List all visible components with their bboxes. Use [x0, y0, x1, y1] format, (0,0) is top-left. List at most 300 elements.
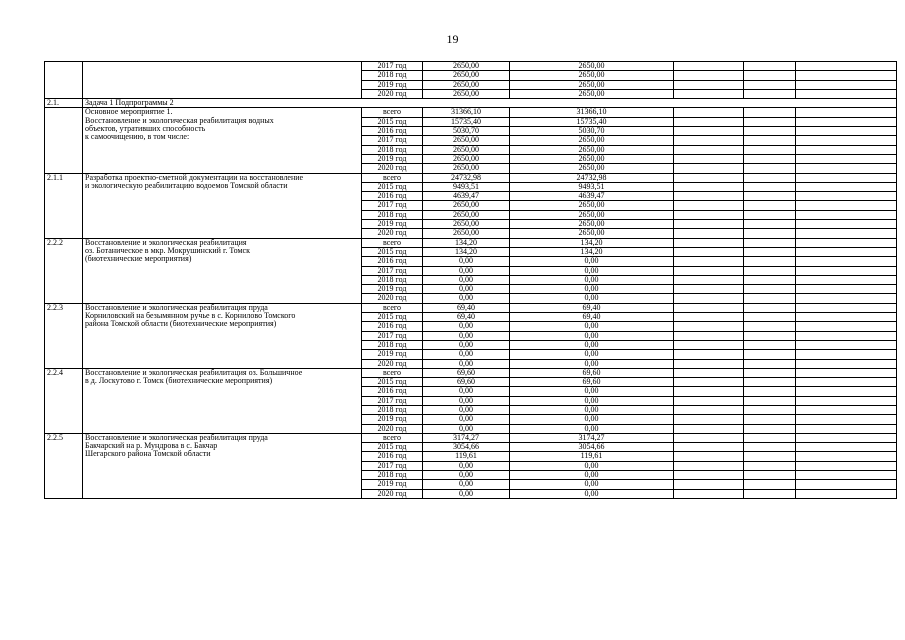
empty-cell: [674, 424, 744, 433]
total-cell: 134,20: [423, 247, 510, 256]
total-cell: 134,20: [423, 238, 510, 247]
empty-cell: [674, 471, 744, 480]
budget-cell: 2650,00: [510, 62, 674, 71]
year-cell: 2017 год: [362, 62, 423, 71]
total-cell: 0,00: [423, 396, 510, 405]
budget-cell: 0,00: [510, 359, 674, 368]
empty-cell: [674, 266, 744, 275]
empty-cell: [796, 201, 897, 210]
year-cell: всего: [362, 368, 423, 377]
total-cell: 0,00: [423, 489, 510, 498]
total-cell: 2650,00: [423, 145, 510, 154]
empty-cell: [674, 322, 744, 331]
budget-cell: 69,40: [510, 313, 674, 322]
total-cell: 69,60: [423, 378, 510, 387]
budget-cell: 0,00: [510, 415, 674, 424]
year-cell: 2018 год: [362, 340, 423, 349]
year-cell: 2016 год: [362, 127, 423, 136]
budget-cell: 4639,47: [510, 192, 674, 201]
empty-cell: [674, 489, 744, 498]
year-cell: 2017 год: [362, 266, 423, 275]
empty-cell: [796, 415, 897, 424]
total-cell: 0,00: [423, 387, 510, 396]
year-cell: 2018 год: [362, 71, 423, 80]
year-cell: 2018 год: [362, 471, 423, 480]
page-number: 19: [446, 32, 459, 46]
empty-cell: [674, 247, 744, 256]
empty-cell: [796, 62, 897, 71]
empty-cell: [674, 127, 744, 136]
year-cell: 2019 год: [362, 285, 423, 294]
empty-cell: [744, 80, 796, 89]
budget-cell: 0,00: [510, 489, 674, 498]
budget-cell: 119,61: [510, 452, 674, 461]
empty-cell: [674, 294, 744, 303]
empty-cell: [796, 210, 897, 219]
empty-cell: [744, 350, 796, 359]
empty-cell: [674, 154, 744, 163]
empty-cell: [674, 480, 744, 489]
empty-cell: [674, 443, 744, 452]
empty-cell: [674, 285, 744, 294]
item-number: 2.2.4: [45, 368, 83, 433]
budget-cell: 2650,00: [510, 154, 674, 163]
empty-cell: [674, 368, 744, 377]
year-cell: 2019 год: [362, 480, 423, 489]
total-cell: 0,00: [423, 350, 510, 359]
empty-cell: [796, 275, 897, 284]
empty-cell: [796, 80, 897, 89]
empty-cell: [674, 350, 744, 359]
empty-cell: [674, 201, 744, 210]
empty-cell: [744, 489, 796, 498]
empty-cell: [796, 322, 897, 331]
empty-cell: [744, 257, 796, 266]
total-cell: 0,00: [423, 405, 510, 414]
budget-cell: 0,00: [510, 461, 674, 470]
budget-cell: 0,00: [510, 396, 674, 405]
empty-cell: [674, 405, 744, 414]
total-cell: 119,61: [423, 452, 510, 461]
year-cell: 2017 год: [362, 331, 423, 340]
year-cell: 2020 год: [362, 294, 423, 303]
empty-cell: [744, 303, 796, 312]
total-cell: 69,40: [423, 313, 510, 322]
empty-cell: [796, 127, 897, 136]
year-cell: 2016 год: [362, 452, 423, 461]
empty-cell: [744, 322, 796, 331]
total-cell: 2650,00: [423, 62, 510, 71]
total-cell: 0,00: [423, 294, 510, 303]
empty-cell: [674, 303, 744, 312]
empty-cell: [796, 257, 897, 266]
empty-cell: [674, 89, 744, 98]
item-number: [45, 108, 83, 173]
total-cell: 24732,98: [423, 173, 510, 182]
empty-cell: [744, 368, 796, 377]
total-cell: 2650,00: [423, 154, 510, 163]
total-cell: 2650,00: [423, 210, 510, 219]
year-cell: 2020 год: [362, 424, 423, 433]
empty-cell: [796, 433, 897, 442]
empty-cell: [674, 275, 744, 284]
empty-cell: [744, 238, 796, 247]
empty-cell: [744, 192, 796, 201]
item-title: Восстановление и экологическая реабилитация пруда Корниловский на безымянном ручье в с. Корнилово Томского района Томской области (биотехнические мероприятия): [83, 303, 362, 368]
total-cell: 2650,00: [423, 201, 510, 210]
empty-cell: [796, 145, 897, 154]
empty-cell: [674, 173, 744, 182]
empty-cell: [744, 89, 796, 98]
empty-cell: [796, 164, 897, 173]
budget-cell: 0,00: [510, 294, 674, 303]
budget-cell: 31366,10: [510, 108, 674, 117]
item-number: 2.2.3: [45, 303, 83, 368]
total-cell: 3054,66: [423, 443, 510, 452]
budget-cell: 0,00: [510, 257, 674, 266]
empty-cell: [674, 210, 744, 219]
empty-cell: [744, 294, 796, 303]
empty-cell: [744, 108, 796, 117]
empty-cell: [796, 108, 897, 117]
year-cell: всего: [362, 433, 423, 442]
empty-cell: [674, 192, 744, 201]
empty-cell: [744, 480, 796, 489]
budget-cell: 3054,66: [510, 443, 674, 452]
empty-cell: [796, 350, 897, 359]
empty-cell: [796, 247, 897, 256]
budget-cell: 0,00: [510, 387, 674, 396]
empty-cell: [744, 136, 796, 145]
empty-cell: [796, 480, 897, 489]
empty-cell: [674, 331, 744, 340]
total-cell: 0,00: [423, 415, 510, 424]
budget-cell: 2650,00: [510, 220, 674, 229]
empty-cell: [674, 220, 744, 229]
table-row: [45, 433, 897, 442]
year-cell: 2015 год: [362, 378, 423, 387]
year-cell: 2017 год: [362, 461, 423, 470]
empty-cell: [796, 331, 897, 340]
year-cell: всего: [362, 108, 423, 117]
year-cell: 2015 год: [362, 117, 423, 126]
empty-cell: [744, 201, 796, 210]
empty-cell: [674, 396, 744, 405]
empty-cell: [744, 210, 796, 219]
empty-cell: [796, 89, 897, 98]
empty-cell: [744, 117, 796, 126]
empty-cell: [674, 164, 744, 173]
total-cell: 2650,00: [423, 89, 510, 98]
year-cell: 2020 год: [362, 359, 423, 368]
empty-cell: [744, 164, 796, 173]
item-title: [83, 62, 362, 99]
total-cell: 2650,00: [423, 220, 510, 229]
year-cell: 2018 год: [362, 275, 423, 284]
total-cell: 2650,00: [423, 136, 510, 145]
empty-cell: [744, 396, 796, 405]
empty-cell: [744, 71, 796, 80]
year-cell: 2016 год: [362, 387, 423, 396]
empty-cell: [674, 145, 744, 154]
total-cell: 0,00: [423, 359, 510, 368]
year-cell: 2020 год: [362, 489, 423, 498]
budget-cell: 15735,40: [510, 117, 674, 126]
item-title: Основное мероприятие 1. Восстановление и экологическая реабилитация водных объектов, утративших способность к самоочищению, в том числе:: [83, 108, 362, 173]
empty-cell: [744, 154, 796, 163]
empty-cell: [796, 71, 897, 80]
budget-cell: 2650,00: [510, 136, 674, 145]
empty-cell: [674, 378, 744, 387]
budget-cell: 69,40: [510, 303, 674, 312]
budget-cell: 0,00: [510, 480, 674, 489]
empty-cell: [674, 229, 744, 238]
empty-cell: [674, 80, 744, 89]
empty-cell: [744, 173, 796, 182]
funding-table-body: [45, 62, 897, 499]
funding-table: [44, 61, 897, 499]
year-cell: 2020 год: [362, 229, 423, 238]
empty-cell: [796, 154, 897, 163]
empty-cell: [796, 229, 897, 238]
empty-cell: [744, 424, 796, 433]
budget-cell: 2650,00: [510, 71, 674, 80]
total-cell: 0,00: [423, 471, 510, 480]
budget-cell: 2650,00: [510, 229, 674, 238]
empty-cell: [744, 331, 796, 340]
item-number: 2.2.5: [45, 433, 83, 498]
empty-cell: [796, 387, 897, 396]
total-cell: 69,60: [423, 368, 510, 377]
year-cell: 2015 год: [362, 182, 423, 191]
empty-cell: [744, 340, 796, 349]
empty-cell: [796, 266, 897, 275]
table-row: [45, 62, 897, 71]
year-cell: 2016 год: [362, 257, 423, 266]
empty-cell: [674, 108, 744, 117]
empty-cell: [796, 192, 897, 201]
year-cell: 2018 год: [362, 405, 423, 414]
budget-cell: 0,00: [510, 331, 674, 340]
empty-cell: [796, 303, 897, 312]
empty-cell: [744, 415, 796, 424]
empty-cell: [744, 452, 796, 461]
empty-cell: [744, 275, 796, 284]
year-cell: 2018 год: [362, 210, 423, 219]
empty-cell: [744, 182, 796, 191]
empty-cell: [744, 285, 796, 294]
item-number: 2.2.2: [45, 238, 83, 303]
empty-cell: [796, 368, 897, 377]
empty-cell: [674, 415, 744, 424]
empty-cell: [744, 433, 796, 442]
table-row: [45, 173, 897, 182]
empty-cell: [796, 220, 897, 229]
year-cell: всего: [362, 173, 423, 182]
empty-cell: [744, 405, 796, 414]
total-cell: 2650,00: [423, 80, 510, 89]
empty-cell: [674, 313, 744, 322]
empty-cell: [744, 387, 796, 396]
year-cell: 2016 год: [362, 322, 423, 331]
total-cell: 0,00: [423, 424, 510, 433]
year-cell: 2020 год: [362, 164, 423, 173]
empty-cell: [744, 313, 796, 322]
budget-cell: 24732,98: [510, 173, 674, 182]
budget-cell: 0,00: [510, 471, 674, 480]
empty-cell: [674, 136, 744, 145]
empty-cell: [744, 220, 796, 229]
empty-cell: [674, 238, 744, 247]
budget-cell: 2650,00: [510, 80, 674, 89]
empty-cell: [674, 359, 744, 368]
empty-cell: [796, 117, 897, 126]
budget-cell: 0,00: [510, 285, 674, 294]
item-number: 2.1.: [45, 99, 83, 108]
total-cell: 2650,00: [423, 229, 510, 238]
empty-cell: [744, 378, 796, 387]
task-header-row: [45, 99, 897, 108]
item-number: 2.1.1: [45, 173, 83, 238]
empty-cell: [744, 127, 796, 136]
empty-cell: [744, 471, 796, 480]
budget-cell: 69,60: [510, 368, 674, 377]
empty-cell: [744, 359, 796, 368]
empty-cell: [744, 229, 796, 238]
table-row: [45, 108, 897, 117]
total-cell: 0,00: [423, 480, 510, 489]
budget-cell: 0,00: [510, 275, 674, 284]
year-cell: 2015 год: [362, 313, 423, 322]
total-cell: 0,00: [423, 322, 510, 331]
empty-cell: [674, 71, 744, 80]
budget-cell: 134,20: [510, 238, 674, 247]
table-row: [45, 368, 897, 377]
budget-cell: 134,20: [510, 247, 674, 256]
budget-cell: 69,60: [510, 378, 674, 387]
empty-cell: [796, 238, 897, 247]
total-cell: 0,00: [423, 461, 510, 470]
total-cell: 15735,40: [423, 117, 510, 126]
total-cell: 2650,00: [423, 164, 510, 173]
budget-cell: 0,00: [510, 405, 674, 414]
budget-cell: 9493,51: [510, 182, 674, 191]
total-cell: 9493,51: [423, 182, 510, 191]
empty-cell: [674, 433, 744, 442]
empty-cell: [744, 266, 796, 275]
total-cell: 0,00: [423, 285, 510, 294]
empty-cell: [796, 359, 897, 368]
year-cell: 2016 год: [362, 192, 423, 201]
empty-cell: [796, 313, 897, 322]
year-cell: 2017 год: [362, 136, 423, 145]
item-title: Разработка проектно-сметной документации на восстановление и экологическую реабилитацию водоемов Томской области: [83, 173, 362, 238]
budget-cell: 0,00: [510, 322, 674, 331]
item-title: Восстановление и экологическая реабилитация оз. Большичное в д. Лоскутово г. Томск (биотехнические мероприятия): [83, 368, 362, 433]
empty-cell: [796, 405, 897, 414]
budget-cell: 5030,70: [510, 127, 674, 136]
budget-cell: 2650,00: [510, 201, 674, 210]
empty-cell: [744, 62, 796, 71]
empty-cell: [796, 461, 897, 470]
year-cell: 2017 год: [362, 396, 423, 405]
year-cell: 2020 год: [362, 89, 423, 98]
empty-cell: [796, 136, 897, 145]
year-cell: 2019 год: [362, 154, 423, 163]
empty-cell: [796, 452, 897, 461]
total-cell: 4639,47: [423, 192, 510, 201]
empty-cell: [674, 117, 744, 126]
budget-cell: 0,00: [510, 424, 674, 433]
empty-cell: [674, 257, 744, 266]
budget-cell: 2650,00: [510, 164, 674, 173]
total-cell: 3174,27: [423, 433, 510, 442]
year-cell: 2019 год: [362, 220, 423, 229]
empty-cell: [796, 173, 897, 182]
empty-cell: [796, 443, 897, 452]
empty-cell: [744, 443, 796, 452]
empty-cell: [744, 461, 796, 470]
total-cell: 0,00: [423, 331, 510, 340]
budget-cell: 2650,00: [510, 89, 674, 98]
empty-cell: [796, 294, 897, 303]
table-row: [45, 303, 897, 312]
empty-cell: [796, 471, 897, 480]
total-cell: 0,00: [423, 257, 510, 266]
total-cell: 5030,70: [423, 127, 510, 136]
empty-cell: [674, 461, 744, 470]
total-cell: 0,00: [423, 340, 510, 349]
empty-cell: [674, 62, 744, 71]
year-cell: 2017 год: [362, 201, 423, 210]
year-cell: всего: [362, 238, 423, 247]
empty-cell: [796, 378, 897, 387]
budget-cell: 0,00: [510, 350, 674, 359]
year-cell: 2015 год: [362, 247, 423, 256]
year-cell: 2015 год: [362, 443, 423, 452]
total-cell: 31366,10: [423, 108, 510, 117]
item-number: [45, 62, 83, 99]
budget-cell: 3174,27: [510, 433, 674, 442]
empty-cell: [796, 396, 897, 405]
empty-cell: [796, 340, 897, 349]
budget-cell: 0,00: [510, 340, 674, 349]
total-cell: 69,40: [423, 303, 510, 312]
total-cell: 0,00: [423, 275, 510, 284]
table-row: [45, 238, 897, 247]
budget-cell: 0,00: [510, 266, 674, 275]
year-cell: 2019 год: [362, 415, 423, 424]
budget-cell: 2650,00: [510, 145, 674, 154]
empty-cell: [796, 424, 897, 433]
task-title: Задача 1 Подпрограммы 2: [83, 99, 897, 108]
year-cell: 2019 год: [362, 350, 423, 359]
empty-cell: [674, 387, 744, 396]
item-title: Восстановление и экологическая реабилитация oз. Ботаническое в мкр. Мокрушинский г. Томск (биотехнические мероприятия): [83, 238, 362, 303]
empty-cell: [674, 452, 744, 461]
empty-cell: [674, 340, 744, 349]
empty-cell: [796, 489, 897, 498]
empty-cell: [796, 182, 897, 191]
empty-cell: [796, 285, 897, 294]
item-title: Восстановление и экологическая реабилитация пруда Бакчарский на р. Мундрова в с. Бакчар Шегарского района Томской области: [83, 433, 362, 498]
year-cell: 2018 год: [362, 145, 423, 154]
empty-cell: [674, 182, 744, 191]
year-cell: 2019 год: [362, 80, 423, 89]
empty-cell: [744, 145, 796, 154]
total-cell: 0,00: [423, 266, 510, 275]
year-cell: всего: [362, 303, 423, 312]
